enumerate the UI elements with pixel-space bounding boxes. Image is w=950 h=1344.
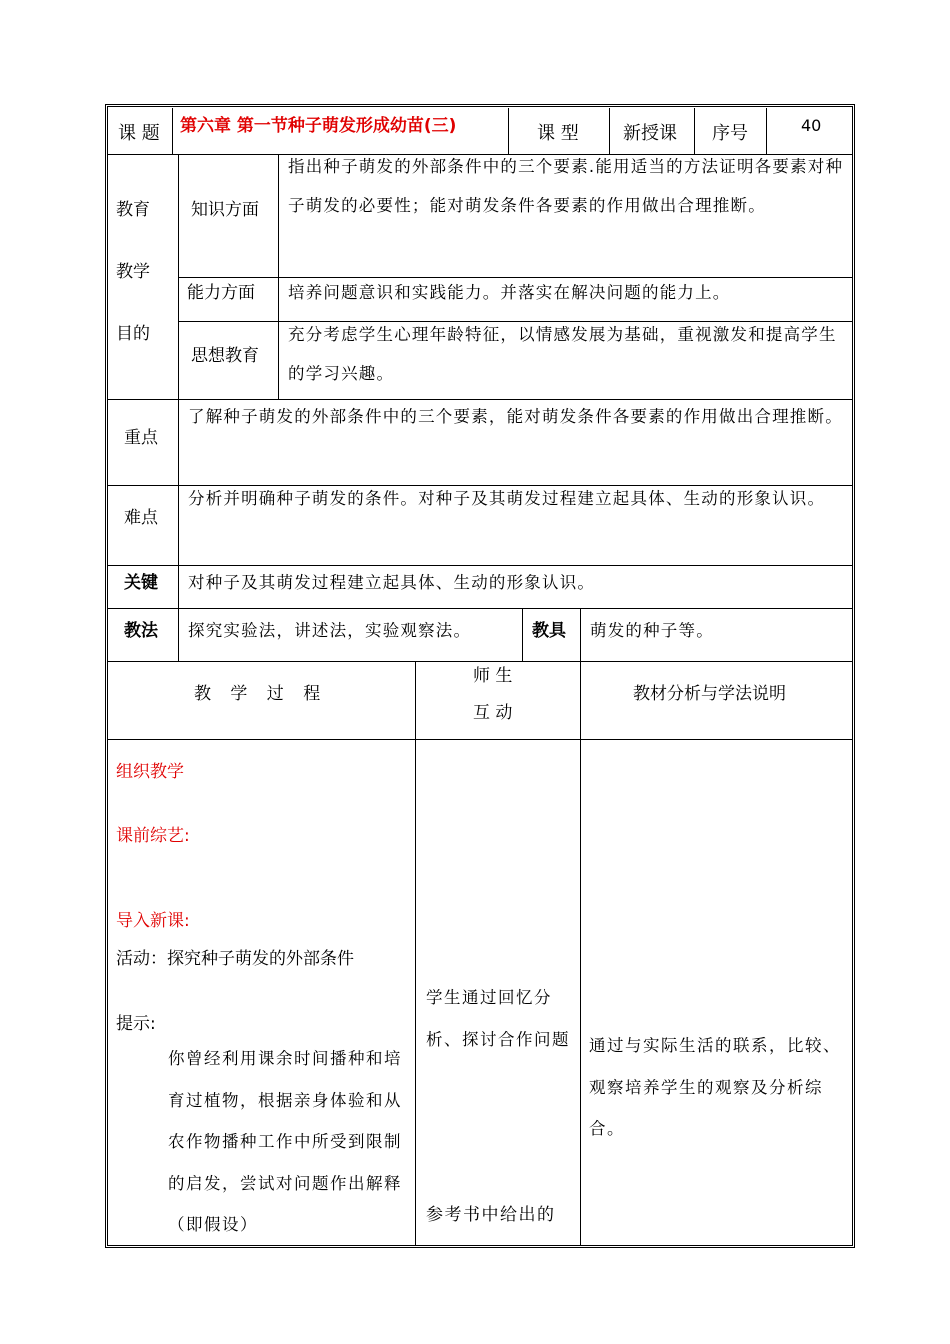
col-divider bbox=[415, 662, 416, 1245]
type-value: 新授课 bbox=[623, 123, 677, 144]
seq-label: 序号 bbox=[712, 123, 748, 144]
type-label: 课 型 bbox=[537, 123, 579, 144]
method-text: 探究实验法，讲述法，实验观察法。 bbox=[188, 621, 472, 640]
interaction-col-title-line2: 互 动 bbox=[473, 703, 513, 723]
method-label: 教法 bbox=[124, 621, 158, 641]
topic-value: 第六章 第一节种子萌发形成幼苗(三) bbox=[180, 116, 457, 136]
interaction-col-title-line1: 师 生 bbox=[473, 666, 513, 686]
row-divider bbox=[108, 608, 852, 609]
analysis-text: 通过与实际生活的联系，比较、观察培养学生的观察及分析综合。 bbox=[589, 1036, 841, 1138]
difficulty-label: 难点 bbox=[124, 508, 158, 528]
col-divider bbox=[278, 155, 279, 400]
process-col-title: 教 学 过 程 bbox=[194, 684, 328, 704]
intro-heading: 导入新课: bbox=[116, 911, 190, 931]
ability-label: 能力方面 bbox=[187, 283, 255, 303]
ideology-text: 充分考虑学生心理年龄特征，以情感发展为基础，重视激发和提高学生的学习兴趣。 bbox=[288, 325, 837, 383]
tools-label: 教具 bbox=[532, 621, 566, 641]
key-point-text: 了解种子萌发的外部条件中的三个要素，能对萌发条件各要素的作用做出合理推断。 bbox=[188, 407, 843, 426]
interaction-text: 学生通过回忆分析、探讨合作问题 bbox=[426, 988, 570, 1049]
interaction-text-2: 参考书中给出的 bbox=[426, 1205, 556, 1225]
tools-text: 萌发的种子等。 bbox=[590, 621, 714, 640]
objectives-label-line: 教学 bbox=[116, 262, 150, 282]
col-divider bbox=[172, 108, 173, 155]
knowledge-label: 知识方面 bbox=[191, 200, 259, 220]
ideology-label: 思想教育 bbox=[191, 346, 259, 366]
organize-heading: 组织教学 bbox=[116, 762, 184, 782]
activity-text: 活动：探究种子萌发的外部条件 bbox=[116, 949, 354, 969]
key-point-label: 重点 bbox=[124, 428, 158, 448]
topic-label: 课 题 bbox=[118, 123, 160, 144]
seq-value: 40 bbox=[801, 116, 822, 135]
row-divider bbox=[108, 661, 852, 662]
key-text: 对种子及其萌发过程建立起具体、生动的形象认识。 bbox=[188, 573, 596, 592]
col-divider bbox=[580, 609, 581, 1245]
difficulty-text: 分析并明确种子萌发的条件。对种子及其萌发过程建立起具体、生动的形象认识。 bbox=[188, 489, 826, 508]
hint-label: 提示: bbox=[116, 1014, 156, 1034]
col-divider bbox=[522, 609, 523, 662]
key-label: 关键 bbox=[124, 573, 158, 593]
hint-text: 你曾经利用课余时间播种和培育过植物，根据亲身体验和从农作物播种工作中所受到限制的启发，尝试对问题作出解释（即假设） bbox=[168, 1049, 402, 1234]
analysis-col-title: 教材分析与学法说明 bbox=[633, 684, 786, 704]
col-divider bbox=[178, 155, 179, 662]
objectives-label-line: 教育 bbox=[116, 200, 150, 220]
pre-class-heading: 课前综艺: bbox=[116, 826, 190, 846]
row-divider bbox=[108, 739, 852, 740]
objectives-label-line: 目的 bbox=[116, 324, 150, 344]
ability-text: 培养问题意识和实践能力。并落实在解决问题的能力上。 bbox=[288, 283, 731, 302]
knowledge-text: 指出种子萌发的外部条件中的三个要素.能用适当的方法证明各要素对种子萌发的必要性；能对萌发条件各要素的作用做出合理推断。 bbox=[288, 157, 844, 215]
